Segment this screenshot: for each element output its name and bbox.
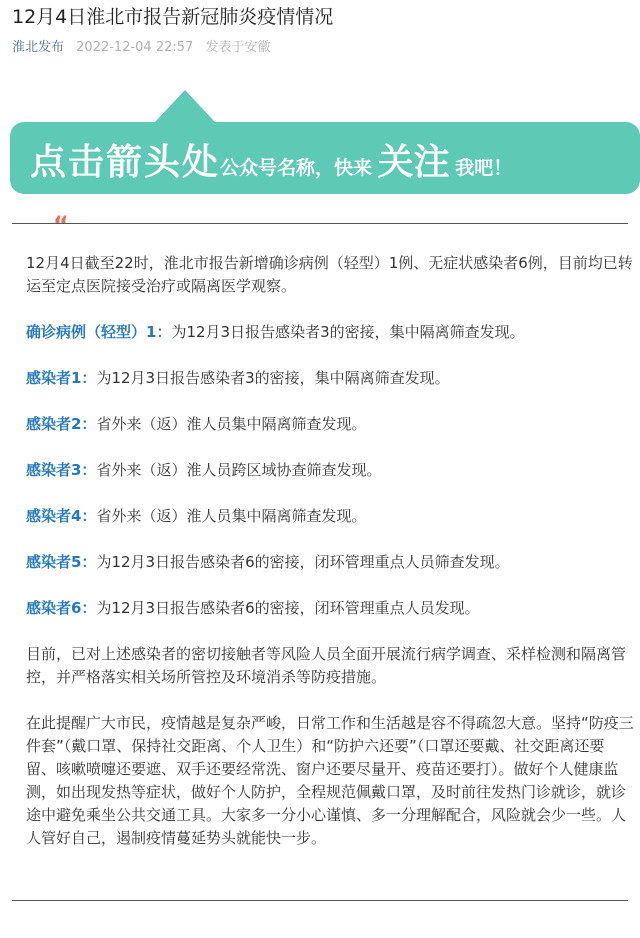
publish-location: 发表于安徽 <box>205 40 271 55</box>
case-label: 感染者4： <box>26 507 97 525</box>
case-label: 感染者3： <box>26 461 97 479</box>
paragraph-case-4 <box>26 505 634 528</box>
paragraph-case-5 <box>26 551 634 574</box>
case-text: 省外来（返）淮人员集中隔离筛查发现。 <box>96 415 367 433</box>
banner-follow-text: 关注 <box>377 142 450 183</box>
case-text: 省外来（返）淮人员跨区域协查筛查发现。 <box>96 461 382 479</box>
case-label: 确诊病例（轻型）1： <box>26 323 172 341</box>
case-label: 感染者5： <box>26 553 97 571</box>
paragraph-intro: 12月4日截至22时，淮北市报告新增确诊病例（轻型）1例、无症状感染者6例，目前均已转运至定点医院接受治疗或隔离医学观察。 <box>26 254 633 295</box>
paragraph-case-2 <box>26 413 634 436</box>
case-text: 为12月3日报告感染者6的密接，闭环管理重点人员发现。 <box>96 599 480 617</box>
article-meta <box>12 38 270 58</box>
case-label: 感染者2： <box>26 415 97 433</box>
banner-text <box>30 138 512 194</box>
banner-end-text: 我吧！ <box>455 157 513 179</box>
case-text: 为12月3日报告感染者6的密接，闭环管理重点人员筛查发现。 <box>96 553 510 571</box>
quote-icon: “ <box>53 211 69 239</box>
paragraph-measures: 目前，已对上述感染者的密切接触者等风险人员全面开展流行病学调查、采样检测和隔离管控，并严格落实相关场所管控及环境消杀等防疫措施。 <box>26 645 627 686</box>
case-text: 省外来（返）淮人员集中隔离筛查发现。 <box>96 507 367 525</box>
paragraph-case-3 <box>26 459 634 482</box>
article-title: 12月4日淮北市报告新冠肺炎疫情情况 <box>12 6 334 28</box>
case-text: 为12月3日报告感染者3的密接，集中隔离筛查发现。 <box>171 323 525 341</box>
quote-divider-top <box>12 223 628 224</box>
paragraph-confirmed-case <box>26 321 634 344</box>
paragraph-reminder: 在此提醒广大市民，疫情越是复杂严峻，日常工作和生活越是容不得疏忽大意。坚持“防疫三件套”（戴口罩、保持社交距离、个人卫生）和“防护六还要”（口罩还要戴、社交距离还要留、咳嗽喷嚏还要遮、双手还要经常洗、窗户还要尽量开、疫苗还要打）。做好个人健康监测，如出现发热等症状，做好个人防护，全程规范佩戴口罩，及时前往发热门诊就诊，就诊途中避免乘坐公共交通工具。大家多一分小心谨慎、多一分理解配合，风险就会少一些。人人管好自己，遏制疫情蔓延势头就能快一步。 <box>26 714 634 847</box>
publish-time: 2022-12-04 22:57 <box>76 40 194 55</box>
paragraph-case-1 <box>26 367 634 390</box>
paragraph-case-6 <box>26 597 634 620</box>
banner-click-arrow-text: 点击箭头处 <box>30 142 221 183</box>
account-name-link[interactable]: 淮北发布 <box>12 40 65 55</box>
quote-divider-bottom <box>12 900 628 901</box>
case-text: 为12月3日报告感染者3的密接，集中隔离筛查发现。 <box>96 369 450 387</box>
case-label: 感染者1： <box>26 369 97 387</box>
case-label: 感染者6： <box>26 599 97 617</box>
banner-account-text: 公众号名称，快来 <box>220 157 373 179</box>
